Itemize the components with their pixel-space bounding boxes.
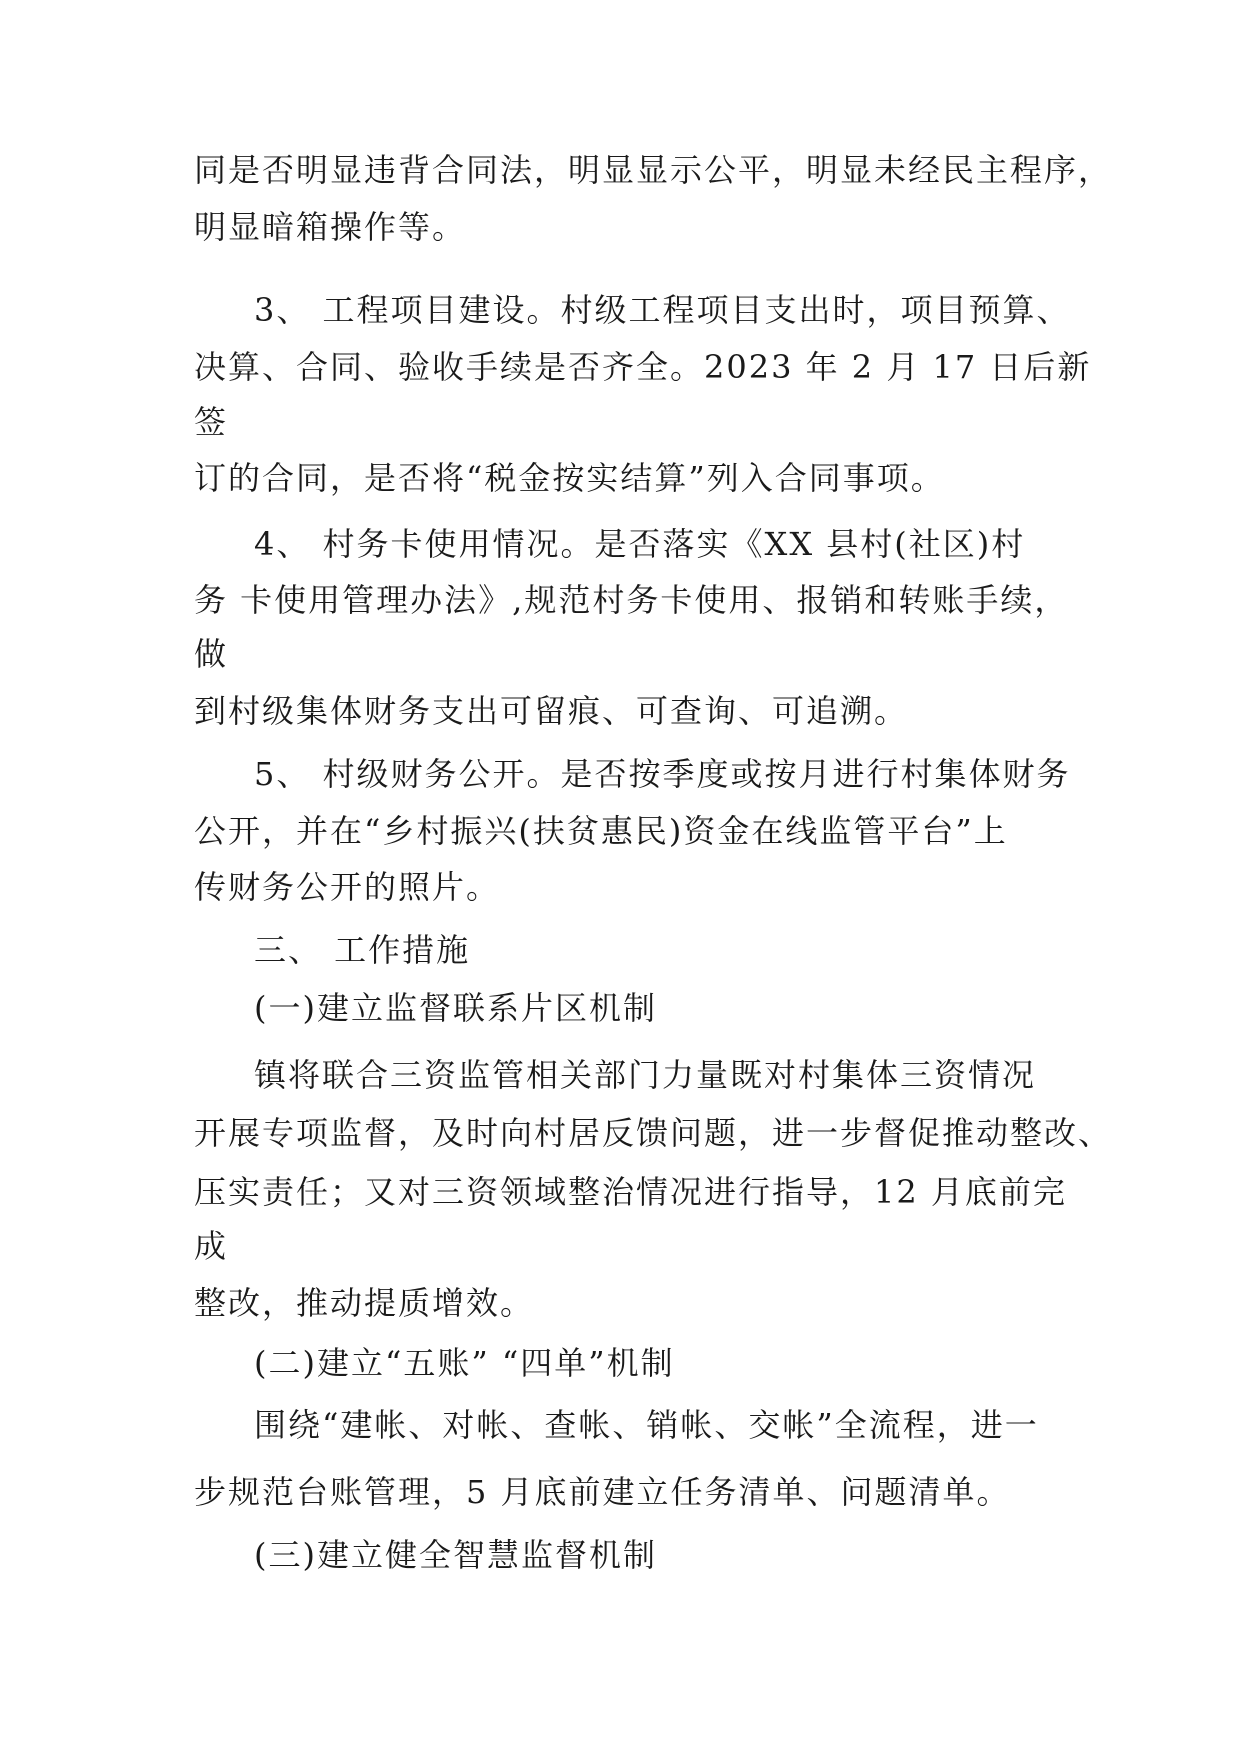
text-line: 3、 工程项目建设。村级工程项目支出时，项目预算、 xyxy=(254,291,1071,329)
text-line: 成 xyxy=(194,1227,229,1265)
text-line: 公开，并在“乡村振兴(扶贫惠民)资金在线监管平台”上 xyxy=(194,812,1008,850)
text-line: 压实责任；又对三资领域整治情况进行指导，12 月底前完 xyxy=(194,1173,1067,1211)
subsection-heading: (二)建立“五账” “四单”机制 xyxy=(254,1344,675,1382)
text-line: 做 xyxy=(194,635,229,673)
text-line: 传财务公开的照片。 xyxy=(194,868,501,906)
text-line: 签 xyxy=(194,403,229,441)
text-line: 明显暗箱操作等。 xyxy=(194,208,467,246)
text-line: 开展专项监督，及时向村居反馈问题，进一步督促推动整改、 xyxy=(194,1114,1113,1152)
text-line: 务 卡使用管理办法》,规范村务卡使用、报销和转账手续， xyxy=(194,581,1069,619)
text-line: 镇将联合三资监管相关部门力量既对村集体三资情况 xyxy=(254,1056,1037,1094)
text-line: 到村级集体财务支出可留痕、可查询、可追溯。 xyxy=(194,692,909,730)
section-heading: 三、 工作措施 xyxy=(254,931,471,969)
text-line: 订的合同，是否将“税金按实结算”列入合同事项。 xyxy=(194,459,945,497)
text-line: 4、 村务卡使用情况。是否落实《XX 县村(社区)村 xyxy=(254,525,1026,563)
subsection-heading: (一)建立监督联系片区机制 xyxy=(254,989,657,1027)
text-line: 决算、合同、验收手续是否齐全。2023 年 2 月 17 日后新 xyxy=(194,348,1092,386)
text-line: 围绕“建帐、对帐、查帐、销帐、交帐”全流程，进一 xyxy=(254,1406,1039,1444)
text-line: 5、 村级财务公开。是否按季度或按月进行村集体财务 xyxy=(254,755,1071,793)
subsection-heading: (三)建立健全智慧监督机制 xyxy=(254,1536,657,1574)
text-line: 整改，推动提质增效。 xyxy=(194,1284,535,1322)
text-line: 同是否明显违背合同法，明显显示公平，明显未经民主程序， xyxy=(194,151,1113,189)
text-line: 步规范台账管理，5 月底前建立任务清单、问题清单。 xyxy=(194,1473,1011,1511)
